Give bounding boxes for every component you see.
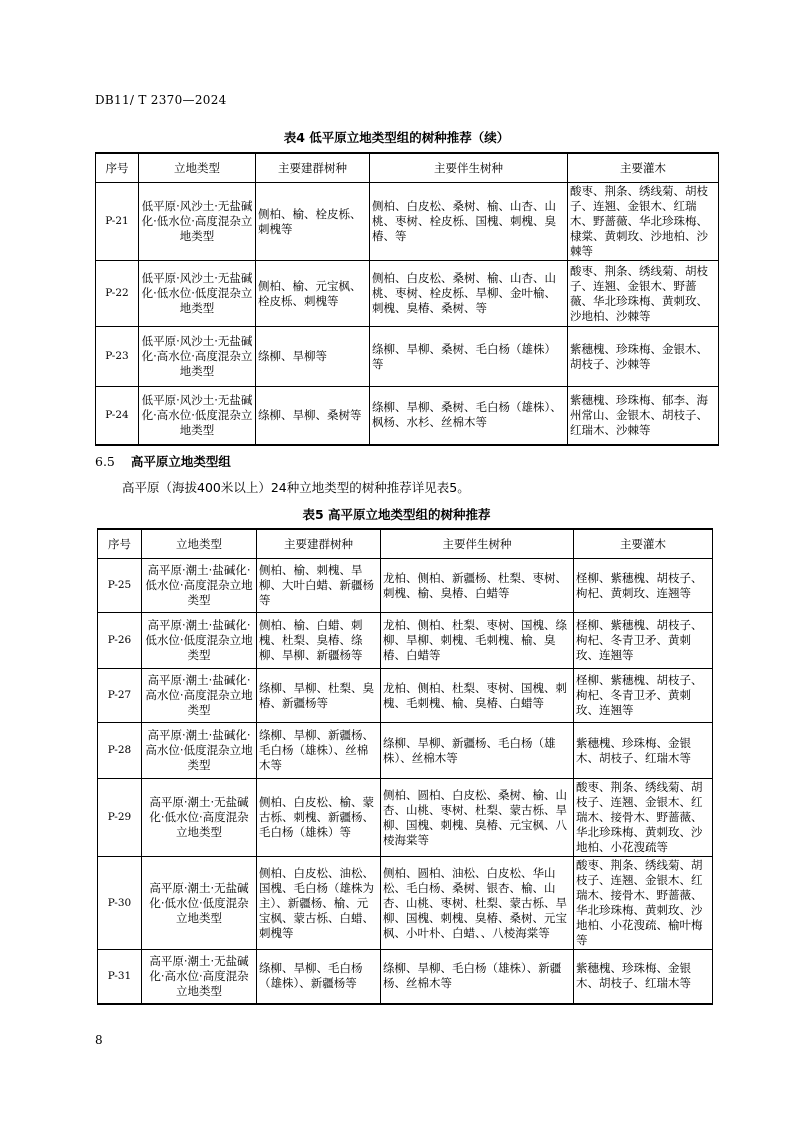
cell-site-type: 高平原·潮土·盐碱化·高水位·高度混杂立地类型	[142, 669, 257, 723]
table-row	[98, 779, 713, 857]
table-row	[98, 613, 713, 669]
cell-dominant: 侧柏、榆、元宝枫、栓皮栎、刺槐等	[256, 261, 370, 327]
cell-site-type: 高平原·潮土·无盐碱化·低水位·低度混杂立地类型	[142, 857, 257, 950]
header-index: 序号	[98, 529, 142, 559]
table-row	[96, 387, 719, 445]
table-row	[98, 669, 713, 723]
cell-site-type: 低平原·风沙土·无盐碱化·高水位·低度混杂立地类型	[139, 387, 256, 445]
header-dominant-species: 主要建群树种	[256, 153, 370, 183]
cell-shrubs: 酸枣、荆条、绣线菊、胡枝子、连翘、金银木、红瑞木、接骨木、野蔷薇、华北珍珠梅、黄刺玫、沙地柏、小花溲疏、榆叶梅等	[574, 857, 713, 950]
table-row	[98, 559, 713, 613]
cell-site-type: 低平原·风沙土·无盐碱化·低水位·高度混杂立地类型	[139, 183, 256, 261]
header-companion-species: 主要伴生树种	[370, 153, 568, 183]
cell-companion: 绦柳、旱柳、新疆杨、毛白杨（雄株）、丝棉木等	[381, 723, 574, 779]
cell-site-type: 高平原·潮土·无盐碱化·低水位·高度混杂立地类型	[142, 779, 257, 857]
cell-index: P-24	[96, 387, 139, 445]
cell-index: P-23	[96, 327, 139, 387]
cell-companion: 侧柏、白皮松、桑树、榆、山杏、山桃、枣树、栓皮栎、国槐、刺槐、臭椿、等	[370, 183, 568, 261]
header-companion-species: 主要伴生树种	[381, 529, 574, 559]
cell-index: P-28	[98, 723, 142, 779]
cell-companion: 侧柏、圆柏、油松、白皮松、华山松、毛白杨、桑树、银杏、榆、山杏、山桃、枣树、杜梨、蒙古栎、旱柳、国槐、刺槐、臭椿、桑树、元宝枫、小叶朴、白蜡、、八棱海棠等	[381, 857, 574, 950]
cell-index: P-25	[98, 559, 142, 613]
cell-companion: 绦柳、旱柳、桑树、毛白杨（雄株）等	[370, 327, 568, 387]
cell-companion: 侧柏、白皮松、桑树、榆、山杏、山桃、枣树、栓皮栎、旱柳、金叶榆、刺槐、臭椿、桑树、等	[370, 261, 568, 327]
table4-caption: 表4 低平原立地类型组的树种推荐（续）	[283, 130, 510, 145]
cell-index: P-21	[96, 183, 139, 261]
cell-dominant: 绦柳、旱柳、桑树等	[256, 387, 370, 445]
cell-companion: 绦柳、旱柳、毛白杨（雄株）、新疆杨、丝棉木等	[381, 950, 574, 1004]
cell-companion: 绦柳、旱柳、桑树、毛白杨（雄株）、枫杨、水杉、丝棉木等	[370, 387, 568, 445]
cell-dominant: 侧柏、榆、白蜡、刺槐、杜梨、臭椿、绦柳、旱柳、新疆杨等	[257, 613, 381, 669]
cell-dominant: 侧柏、白皮松、榆、蒙古栎、刺槐、新疆杨、毛白杨（雄株）等	[257, 779, 381, 857]
cell-site-type: 低平原·风沙土·无盐碱化·低水位·低度混杂立地类型	[139, 261, 256, 327]
header-shrubs: 主要灌木	[568, 153, 719, 183]
cell-companion: 侧柏、圆柏、白皮松、桑树、榆、山杏、山桃、枣树、杜梨、蒙古栎、旱柳、国槐、刺槐、臭椿、元宝枫、八棱海棠等	[381, 779, 574, 857]
header-index: 序号	[96, 153, 139, 183]
cell-index: P-27	[98, 669, 142, 723]
table4	[95, 152, 719, 446]
table4-header-row	[96, 153, 719, 183]
cell-dominant: 侧柏、榆、刺槐、旱柳、大叶白蜡、新疆杨等	[257, 559, 381, 613]
cell-shrubs: 紫穗槐、珍珠梅、金银木、胡枝子、红瑞木等	[574, 950, 713, 1004]
cell-dominant: 绦柳、旱柳、新疆杨、毛白杨（雄株）、丝棉木等	[257, 723, 381, 779]
table5	[97, 528, 713, 1005]
cell-site-type: 高平原·潮土·盐碱化·低水位·低度混杂立地类型	[142, 613, 257, 669]
header-dominant-species: 主要建群树种	[257, 529, 381, 559]
table5-caption: 表5 高平原立地类型组的树种推荐	[302, 507, 491, 522]
cell-site-type: 高平原·潮土·无盐碱化·高水位·高度混杂立地类型	[142, 950, 257, 1004]
header-site-type: 立地类型	[142, 529, 257, 559]
section-number: 6.5	[95, 454, 115, 469]
table-row	[98, 950, 713, 1004]
cell-index: P-30	[98, 857, 142, 950]
table-row	[98, 723, 713, 779]
document-code: DB11/ T 2370—2024	[95, 93, 227, 107]
body-paragraph: 高平原（海拔400米以上）24种立地类型的树种推荐详见表5。	[122, 480, 470, 495]
cell-index: P-26	[98, 613, 142, 669]
cell-site-type: 高平原·潮土·盐碱化·低水位·高度混杂立地类型	[142, 559, 257, 613]
cell-dominant: 绦柳、旱柳、毛白杨（雄株）、新疆杨等	[257, 950, 381, 1004]
table-row	[96, 183, 719, 261]
cell-dominant: 绦柳、旱柳、杜梨、臭椿、新疆杨等	[257, 669, 381, 723]
cell-dominant: 侧柏、榆、栓皮栎、刺槐等	[256, 183, 370, 261]
cell-dominant: 绦柳、旱柳等	[256, 327, 370, 387]
cell-site-type: 高平原·潮土·盐碱化·高水位·低度混杂立地类型	[142, 723, 257, 779]
cell-index: P-22	[96, 261, 139, 327]
cell-site-type: 低平原·风沙土·无盐碱化·高水位·高度混杂立地类型	[139, 327, 256, 387]
cell-shrubs: 柽柳、紫穗槐、胡枝子、枸杞、冬青卫矛、黄刺玫、连翘等	[574, 669, 713, 723]
table-row	[96, 327, 719, 387]
section-title: 高平原立地类型组	[130, 454, 231, 469]
section-heading	[95, 452, 231, 470]
page-number: 8	[95, 1033, 103, 1047]
header-site-type: 立地类型	[139, 153, 256, 183]
cell-companion: 龙柏、侧柏、杜梨、枣树、国槐、绦柳、旱柳、刺槐、毛刺槐、榆、臭椿、白蜡等	[381, 613, 574, 669]
table-row	[96, 261, 719, 327]
cell-companion: 龙柏、侧柏、新疆杨、杜梨、枣树、刺槐、榆、臭椿、白蜡等	[381, 559, 574, 613]
cell-shrubs: 柽柳、紫穗槐、胡枝子、枸杞、冬青卫矛、黄刺玫、连翘等	[574, 613, 713, 669]
cell-shrubs: 酸枣、荆条、绣线菊、胡枝子、连翘、金银木、红瑞木、接骨木、野蔷薇、华北珍珠梅、黄刺玫、沙地柏、小花溲疏等	[574, 779, 713, 857]
cell-shrubs: 紫穗槐、珍珠梅、金银木、胡枝子、红瑞木等	[574, 723, 713, 779]
cell-index: P-31	[98, 950, 142, 1004]
cell-shrubs: 紫穗槐、珍珠梅、金银木、胡枝子、沙棘等	[568, 327, 719, 387]
cell-shrubs: 酸枣、荆条、绣线菊、胡枝子、连翘、金银木、红瑞木、野蔷薇、华北珍珠梅、棣棠、黄刺玫、沙地柏、沙棘等	[568, 183, 719, 261]
cell-shrubs: 紫穗槐、珍珠梅、郁李、海州常山、金银木、胡枝子、红瑞木、沙棘等	[568, 387, 719, 445]
cell-shrubs: 酸枣、荆条、绣线菊、胡枝子、连翘、金银木、野蔷薇、华北珍珠梅、黄刺玫、沙地柏、沙棘等	[568, 261, 719, 327]
cell-shrubs: 柽柳、紫穗槐、胡枝子、枸杞、黄刺玫、连翘等	[574, 559, 713, 613]
cell-index: P-29	[98, 779, 142, 857]
table5-header-row	[98, 529, 713, 559]
header-shrubs: 主要灌木	[574, 529, 713, 559]
table-row	[98, 857, 713, 950]
cell-dominant: 侧柏、白皮松、油松、国槐、毛白杨（雄株为主）、新疆杨、榆、元宝枫、蒙古栎、白蜡、刺槐等	[257, 857, 381, 950]
cell-companion: 龙柏、侧柏、杜梨、枣树、国槐、刺槐、毛刺槐、榆、臭椿、白蜡等	[381, 669, 574, 723]
